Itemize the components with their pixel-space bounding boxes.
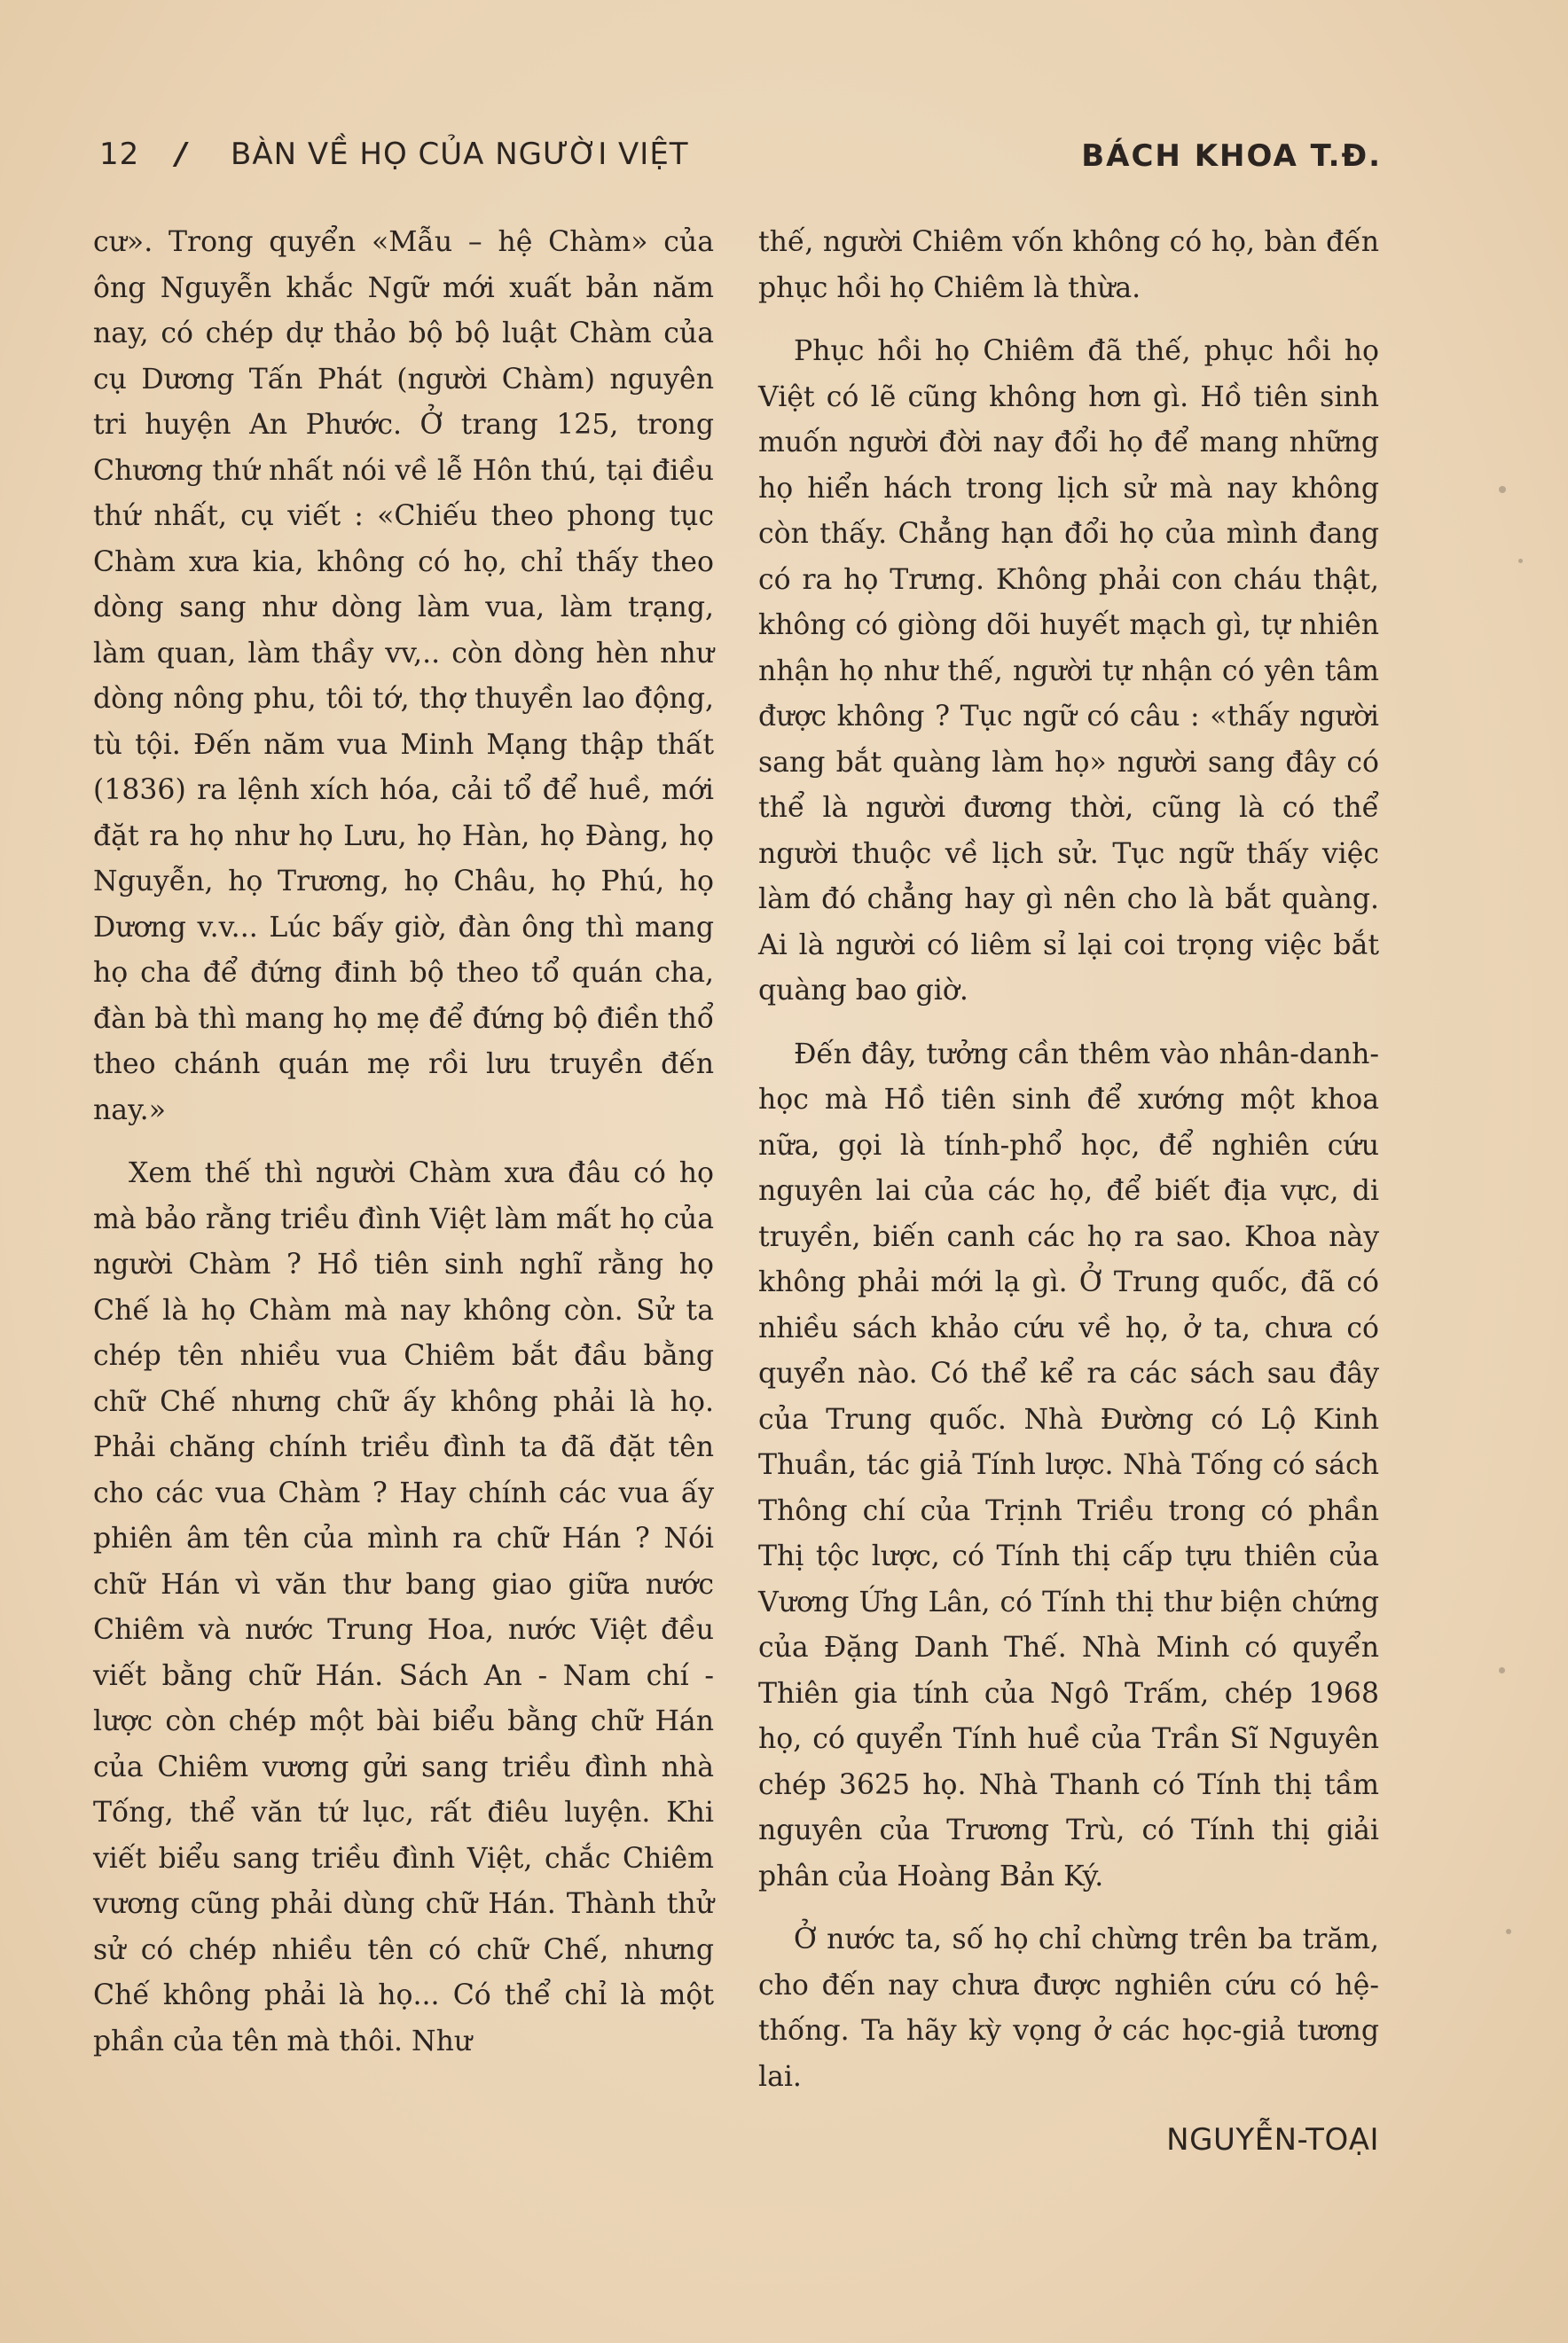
paper-speck xyxy=(1518,559,1523,563)
paragraph: Phục hồi họ Chiêm đã thế, phục hồi họ Việt có lẽ cũng không hơn gì. Hồ tiên sinh muốn người đời nay đổi họ để mang những họ hiển hách trong lịch sử mà nay không còn thấy. Chẳng hạn đổi họ của mình đang có ra họ Trưng. Không phải con cháu thật, không có giòng dõi huyết mạch gì, tự nhiên nhận họ như thế, người tự nhận có yên tâm được không ? Tục ngữ có câu : «thấy người sang bắt quàng làm họ» người sang đây có thể là người đương thời, cũng là có thể người thuộc về lịch sử. Tục ngữ thấy việc làm đó chẳng hay gì nên cho là bắt quàng. Ai là người có liêm sỉ lại coi trọng việc bắt quàng bao giờ. xyxy=(758,335,1379,1007)
paper-speck xyxy=(1499,486,1506,493)
running-title: BÀN VỀ HỌ CỦA NGƯỜI VIỆT xyxy=(231,137,689,172)
paragraph: Đến đây, tưởng cần thêm vào nhân-danh-học mà Hồ tiên sinh để xướng một khoa nữa, gọi là tính-phổ học, để nghiên cứu nguyên lai của các họ, để biết địa vực, di truyền, biến canh các họ ra sao. Khoa này không phải mới lạ gì. Ở Trung quốc, đã có nhiều sách khảo cứu về họ, ở ta, chưa có quyển nào. Có thể kể ra các sách sau đây của Trung quốc. Nhà Đường có Lộ Kinh Thuần, tác giả Tính lược. Nhà Tống có sách Thông chí của Trịnh Triều trong có phần Thị tộc lược, có Tính thị cấp tựu thiên của Vương Ứng Lân, có Tính thị thư biện chứng của Đặng Danh Thế. Nhà Minh có quyển Thiên gia tính của Ngô Trấm, chép 1968 họ, có quyển Tính huề của Trần Sĩ Nguyên chép 3625 họ. Nhà Thanh có Tính thị tầm nguyên của Trương Trù, có Tính thị giải phân của Hoàng Bản Ký. xyxy=(758,1038,1379,1892)
paragraph: Xem thế thì người Chàm xưa đâu có họ mà bảo rằng triều đình Việt làm mất họ của người Chàm ? Hồ tiên sinh nghĩ rằng họ Chế là họ Chàm mà nay không còn. Sử ta chép tên nhiều vua Chiêm bắt đầu bằng chữ Chế nhưng chữ ấy không phải là họ. Phải chăng chính triều đình ta đã đặt tên cho các vua Chàm ? Hay chính các vua ấy phiên âm tên của mình ra chữ Hán ? Nói chữ Hán vì văn thư bang giao giữa nước Chiêm và nước Trung Hoa, nước Việt đều viết bằng chữ Hán. Sách An - Nam chí - lược còn chép một bài biểu bằng chữ Hán của Chiêm vương gửi sang triều đình nhà Tống, thể văn tứ lục, rất điêu luyện. Khi viết biểu sang triều đình Việt, chắc Chiêm vương cũng phải dùng chữ Hán. Thành thử sử có chép nhiều tên có chữ Chế, nhưng Chế không phải là họ... Có thể chỉ là một phần của tên mà thôi. Như xyxy=(93,1157,714,2057)
right-column xyxy=(758,220,1379,2164)
page-number: 12 xyxy=(99,137,140,172)
paragraph: cư». Trong quyển «Mẫu – hệ Chàm» của ông Nguyễn khắc Ngữ mới xuất bản năm nay, có chép dự thảo bộ bộ luật Chàm của cụ Dương Tấn Phát (người Chàm) nguyên tri huyện An Phước. Ở trang 125, trong Chương thứ nhất nói về lễ Hôn thú, tại điều thứ nhất, cụ viết : «Chiếu theo phong tục Chàm xưa kia, không có họ, chỉ thấy theo dòng sang như dòng làm vua, làm trạng, làm quan, làm thầy vv,.. còn dòng hèn như dòng nông phu, tôi tớ, thợ thuyền lao động, tù tội. Đến năm vua Minh Mạng thập thất (1836) ra lệnh xích hóa, cải tổ để huề, mới đặt ra họ như họ Lưu, họ Hàn, họ Đàng, họ Nguyễn, họ Trương, họ Châu, họ Phú, họ Dương v.v... Lúc bấy giờ, đàn ông thì mang họ cha để đứng đinh bộ theo tổ quán cha, đàn bà thì mang họ mẹ để đứng bộ điền thổ theo chánh quán mẹ rồi lưu truyền đến nay.» xyxy=(93,226,714,1126)
author-signature: NGUYỄN-TOẠI xyxy=(1166,2122,1379,2158)
paper-speck xyxy=(1506,1929,1511,1934)
left-column xyxy=(93,220,714,2082)
magazine-name: BÁCH KHOA T.Đ. xyxy=(1081,138,1382,174)
header-separator: / xyxy=(176,137,188,172)
paper-speck xyxy=(1499,1667,1505,1673)
paragraph: Ở nước ta, số họ chỉ chừng trên ba trăm, cho đến nay chưa được nghiên cứu có hệ-thống. Ta hãy kỳ vọng ở các học-giả tương lai. xyxy=(758,1924,1379,2093)
page-header xyxy=(99,131,1382,184)
paragraph: thế, người Chiêm vốn không có họ, bàn đến phục hồi họ Chiêm là thừa. xyxy=(758,226,1379,304)
